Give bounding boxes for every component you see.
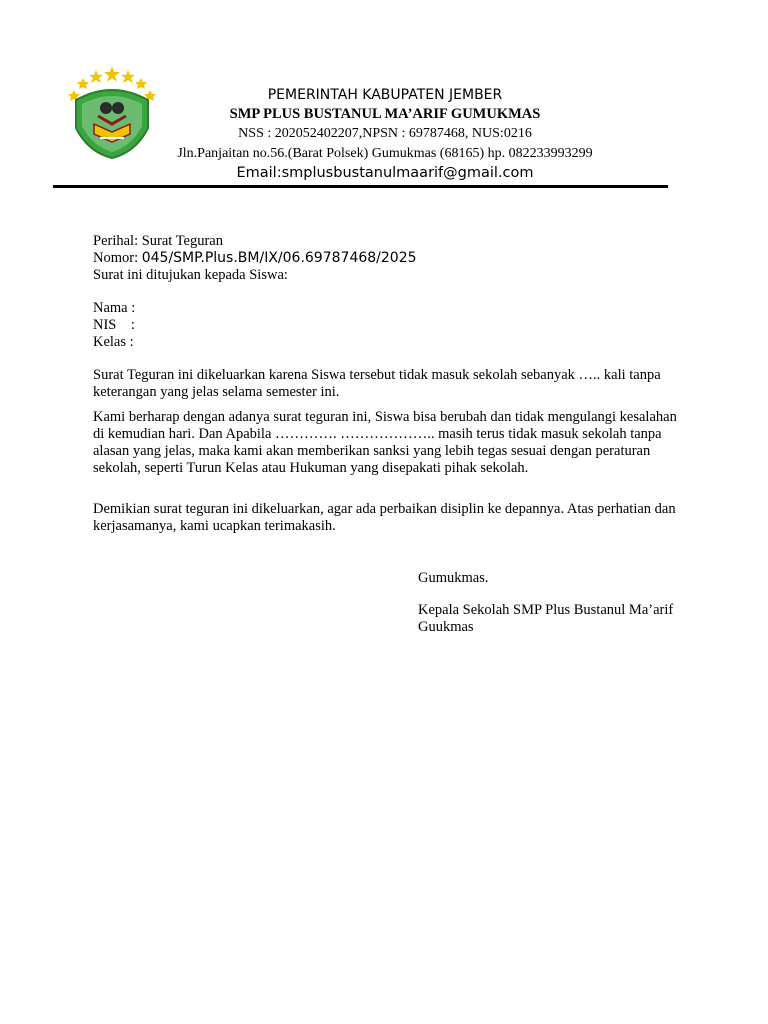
header-address: Jln.Panjaitan no.56.(Barat Polsek) Gumukmas (68165) hp. 082233993299	[177, 146, 593, 161]
header-identifiers: NSS : 202052402207,NPSN : 69787468, NUS:0216	[238, 126, 532, 141]
field-nis: NIS :	[93, 317, 135, 333]
school-logo	[66, 66, 158, 160]
field-class: Kelas :	[93, 334, 134, 350]
paragraph-2: Kami berharap dengan adanya surat teguran ini, Siswa bisa berubah dan tidak mengulangi kesalahan di kemudian hari. Dan Apabila …………. ……………….. masih terus tidak masuk sekolah tanpa alasan yang jelas, maka kami akan memberikan sanksi yang lebih tegas sesuai dengan peraturan sekolah, seperti Turun Kelas atau Hukuman yang disepakati pihak sekolah.	[93, 409, 677, 476]
subject-line: Perihal: Surat Teguran	[93, 233, 223, 249]
header-school-name: SMP PLUS BUSTANUL MA’ARIF GUMUKMAS	[229, 106, 541, 122]
letter-body	[93, 233, 683, 535]
number-label: Nomor:	[93, 250, 142, 266]
header-email: Email:smplusbustanulmaarif@gmail.com	[236, 165, 534, 181]
header-divider	[53, 185, 668, 188]
paragraph-3: Demikian surat teguran ini dikeluarkan, agar ada perbaikan disiplin ke depannya. Atas perhatian dan kerjasamanya, kami ucapkan terimakasih.	[93, 501, 676, 534]
intro-line: Surat ini ditujukan kepada Siswa:	[93, 267, 288, 283]
number-line	[93, 250, 683, 267]
signature-title: Kepala Sekolah SMP Plus Bustanul Ma’arif Guukmas	[418, 602, 674, 635]
field-name: Nama :	[93, 300, 136, 316]
header-government: PEMERINTAH KABUPATEN JEMBER	[267, 87, 503, 103]
number-value: 045/SMP.Plus.BM/IX/06.69787468/2025	[141, 250, 417, 266]
signature-place: Gumukmas.	[418, 570, 489, 586]
letterhead	[150, 86, 620, 183]
paragraph-1: Surat Teguran ini dikeluarkan karena Siswa tersebut tidak masuk sekolah sebanyak ….. kali tanpa keterangan yang jelas selama semester ini.	[93, 367, 661, 400]
signature-block	[418, 570, 678, 636]
